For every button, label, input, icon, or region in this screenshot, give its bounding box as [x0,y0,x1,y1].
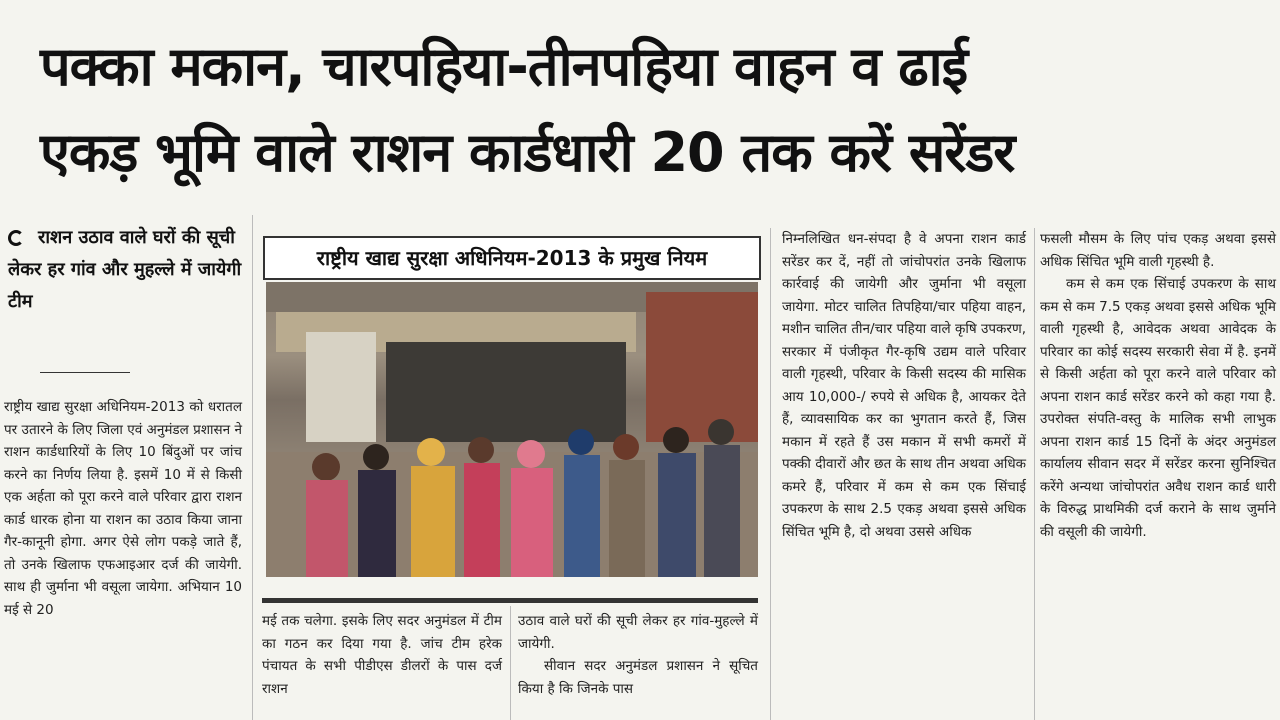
column-3-paragraph-2: सीवान सदर अनुमंडल प्रशासन ने सूचित किया है कि जिनके पास [518,658,758,697]
headline-line-2: एकड़ भूमि वाले राशन कार्डधारी 20 तक करें सरेंडर [40,121,1015,184]
column-divider [1034,228,1035,720]
article-column-1 [4,396,242,621]
headline-line-1: पक्का मकान, चारपहिया-तीनपहिया वाहन व ढाई [40,35,968,98]
article-column-4 [782,228,1026,543]
column-2-text: मई तक चलेगा. इसके लिए सदर अनुमंडल में टीम का गठन कर दिया गया है. जांच टीम हरेक पंचायत के सभी पीडीएस डीलरों के पास दर्ज राशन [262,613,502,697]
article-column-2 [262,610,502,700]
column-3-text: उठाव वाले घरों की सूची लेकर हर गांव-मुहल्ले में जायेगी. [518,613,758,652]
photo-divider [262,598,758,603]
column-divider [770,228,771,720]
column-5-text: फसली मौसम के लिए पांच एकड़ अथवा इससे अधिक सिंचित भूमि वाली गृहस्थी है. [1040,231,1276,270]
headline [0,0,1280,205]
subheadline [8,222,248,318]
news-photo [266,282,758,577]
column-divider [510,606,511,720]
bullet-icon [8,230,24,246]
article-column-3 [518,610,758,700]
column-1-text: राष्ट्रीय खाद्य सुरक्षा अधिनियम-2013 को धरातल पर उतारने के लिए जिला एवं अनुमंडल प्रशासन ने राशन कार्डधारियों के लिए 10 बिंदुओं पर जांच करने का निर्णय लिया है. इसमें 10 में से किसी एक अर्हता को पूरा करने वाले परिवार द्वारा राशन कार्ड धारक होना या राशन का उठाव किया जाना गैर-कानूनी होगा. अगर ऐसे लोग पकड़े जाते हैं, तो उनके खिलाफ एफआइआर दर्ज की जायेगी. साथ ही जुर्माना भी वसूला जायेगा. अभियान 10 मई से 20 [4,399,242,618]
box-title: राष्ट्रीय खाद्य सुरक्षा अधिनियम-2013 के प्रमुख नियम [263,236,761,280]
column-divider [252,215,253,720]
column-5-paragraph-2: कम से कम एक सिंचाई उपकरण के साथ कम से कम 7.5 एकड़ अथवा इससे अधिक भूमि वाली गृहस्थी है, आवेदक अथवा आवेदक के परिवार का कोई सदस्य सरकारी सेवा में है. इनमें से किसी अर्हता को पूरा करने वाले परिवार को अपना राशन कार्ड सरेंडर करने को कहा गया है. उपरोक्त संपति-वस्तु के मालिक सभी लाभुक अपना राशन कार्ड 15 दिनों के अंदर अनुमंडल कार्यालय सीवान सदर में सरेंडर करना सुनिश्चित करेंगे अन्यथा जांचोपरांत अवैध राशन कार्ड धारी के विरुद्ध प्राथमिकी दर्ज कराने के साथ जुर्माने की वसूली की जायेगी. [1040,276,1276,540]
subheadline-text: राशन उठाव वाले घरों की सूची लेकर हर गांव और मुहल्ले में जायेगी टीम [8,227,242,312]
article-column-5 [1040,228,1276,543]
column-4-text: निम्नलिखित धन-संपदा है वे अपना राशन कार्ड सरेंडर कर दें, नहीं तो जांचोपरांत उनके खिलाफ कार्रवाई की जायेगी और जुर्माना भी वसूला जायेगा. मोटर चालित तिपहिया/चार पहिया वाहन, मशीन चालित तीन/चार पहिया वाले कृषि उपकरण, सरकार में पंजीकृत गैर-कृषि उद्यम वाले परिवार वाली गृहस्थी, परिवार के किसी सदस्य की मासिक आय 10,000-/ रुपये से अधिक है, आयकर देते हैं, व्यावसायिक कर का भुगतान करते हैं, जिस मकान में रहते हैं उस मकान में सभी कमरों में पक्की दीवारों और छत के साथ तीन अथवा अधिक कमरे हैं, परिवार में कम से कम एक सिंचाई उपकरण के साथ 2.5 एकड़ अथवा इससे अधिक सिंचित भूमि है, दो अथवा उससे अधिक [782,231,1026,540]
photo-crowd-icon [266,282,758,577]
divider [40,372,130,373]
